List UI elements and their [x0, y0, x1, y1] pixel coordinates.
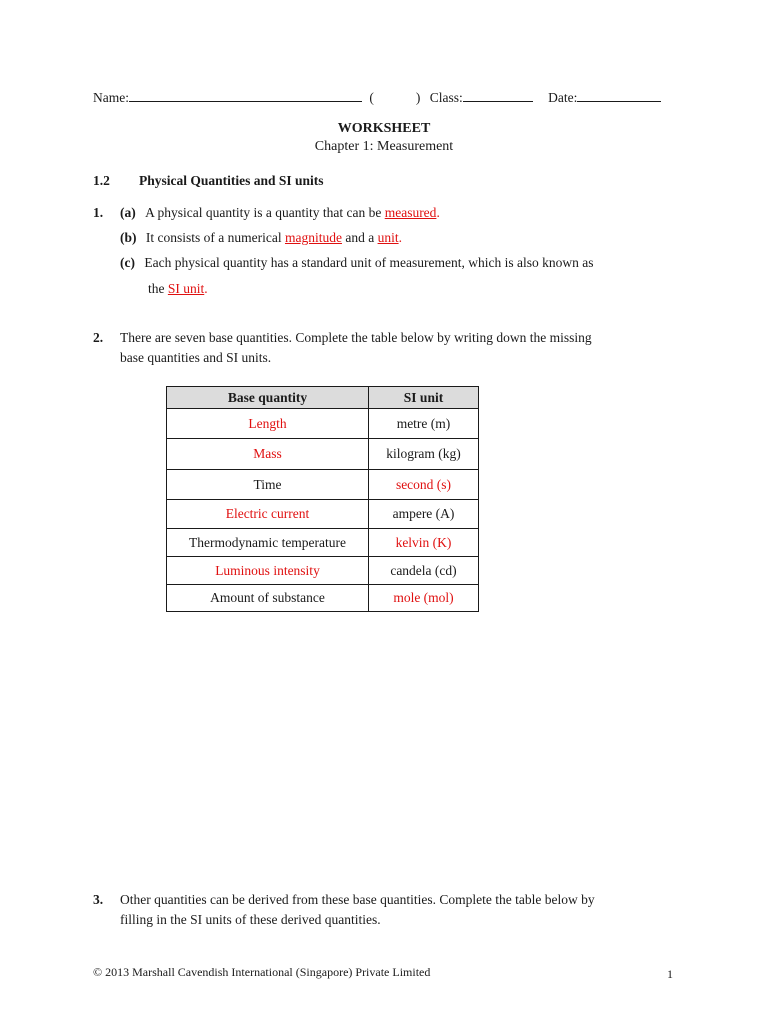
question-1b-period: . — [398, 230, 402, 245]
question-1a — [120, 205, 440, 221]
copyright-notice: © 2013 Marshall Cavendish International (Singapore) Private Limited — [93, 965, 431, 979]
base-quantity-cell: Electric current — [167, 500, 369, 529]
part-c-label: (c) — [120, 255, 135, 270]
question-1a-text: A physical quantity is a quantity that can be — [145, 205, 385, 220]
question-3-line2: filling in the SI units of these derived quantities. — [120, 912, 381, 927]
table-row — [167, 439, 479, 470]
header-base-quantity: Base quantity — [167, 387, 369, 409]
question-1c-line2-text: the — [148, 281, 168, 296]
table-row — [167, 529, 479, 557]
section-number: 1.2 — [93, 173, 110, 188]
worksheet-title: WORKSHEET — [337, 121, 431, 136]
answer-unit: unit — [377, 230, 399, 245]
class-field[interactable] — [463, 88, 533, 102]
answer-measured: measured — [384, 205, 437, 220]
si-unit-cell: mole (mol) — [369, 585, 479, 612]
question-2-line1: There are seven base quantities. Complete the table below by writing down the missing — [120, 330, 592, 345]
si-unit-cell: second (s) — [369, 470, 479, 500]
base-quantity-cell: Thermodynamic temperature — [167, 529, 369, 557]
table-row — [167, 470, 479, 500]
section-title: Physical Quantities and SI units — [139, 173, 324, 188]
table-row — [167, 585, 479, 612]
part-a-label: (a) — [120, 205, 136, 220]
si-unit-cell: kelvin (K) — [369, 529, 479, 557]
name-field[interactable] — [129, 88, 362, 102]
si-unit-cell: metre (m) — [369, 409, 479, 439]
question-1a-period: . — [436, 205, 440, 220]
base-quantity-cell: Mass — [167, 439, 369, 470]
base-quantity-cell: Amount of substance — [167, 585, 369, 612]
si-unit-cell: ampere (A) — [369, 500, 479, 529]
question-1c-line2 — [148, 281, 208, 297]
question-1c — [120, 255, 594, 271]
table-header-row — [167, 387, 479, 409]
base-quantity-cell: Length — [167, 409, 369, 439]
header-si-unit: SI unit — [369, 387, 479, 409]
register-number-close: ) — [415, 90, 421, 105]
question-1c-period: . — [204, 281, 208, 296]
chapter-subtitle: Chapter 1: Measurement — [314, 139, 454, 154]
question-2-line2: base quantities and SI units. — [120, 350, 272, 365]
question-1b-mid: and a — [341, 230, 378, 245]
base-quantities-table — [166, 386, 479, 612]
question-1-number: 1. — [93, 205, 104, 220]
question-1c-line1: Each physical quantity has a standard unit of measurement, which is also known as — [144, 255, 594, 270]
question-1b-text: It consists of a numerical — [145, 230, 285, 245]
table-row — [167, 500, 479, 529]
question-3-line1: Other quantities can be derived from these base quantities. Complete the table below by — [120, 892, 595, 907]
class-label: Class: — [429, 90, 463, 105]
base-quantity-cell: Luminous intensity — [167, 557, 369, 585]
question-3-number: 3. — [93, 892, 104, 907]
si-unit-cell: kilogram (kg) — [369, 439, 479, 470]
table-row — [167, 409, 479, 439]
part-b-label: (b) — [120, 230, 137, 245]
answer-si-unit: SI unit — [167, 281, 205, 296]
student-info-row — [93, 88, 661, 106]
page-number: 1 — [667, 967, 673, 981]
question-2-number: 2. — [93, 330, 104, 345]
si-unit-cell: candela (cd) — [369, 557, 479, 585]
question-1b — [120, 230, 402, 246]
table-row — [167, 557, 479, 585]
date-label: Date: — [548, 90, 578, 105]
answer-magnitude: magnitude — [284, 230, 342, 245]
date-field[interactable] — [577, 88, 661, 102]
register-number-open: ( — [369, 90, 374, 105]
name-label: Name: — [93, 90, 129, 105]
base-quantity-cell: Time — [167, 470, 369, 500]
